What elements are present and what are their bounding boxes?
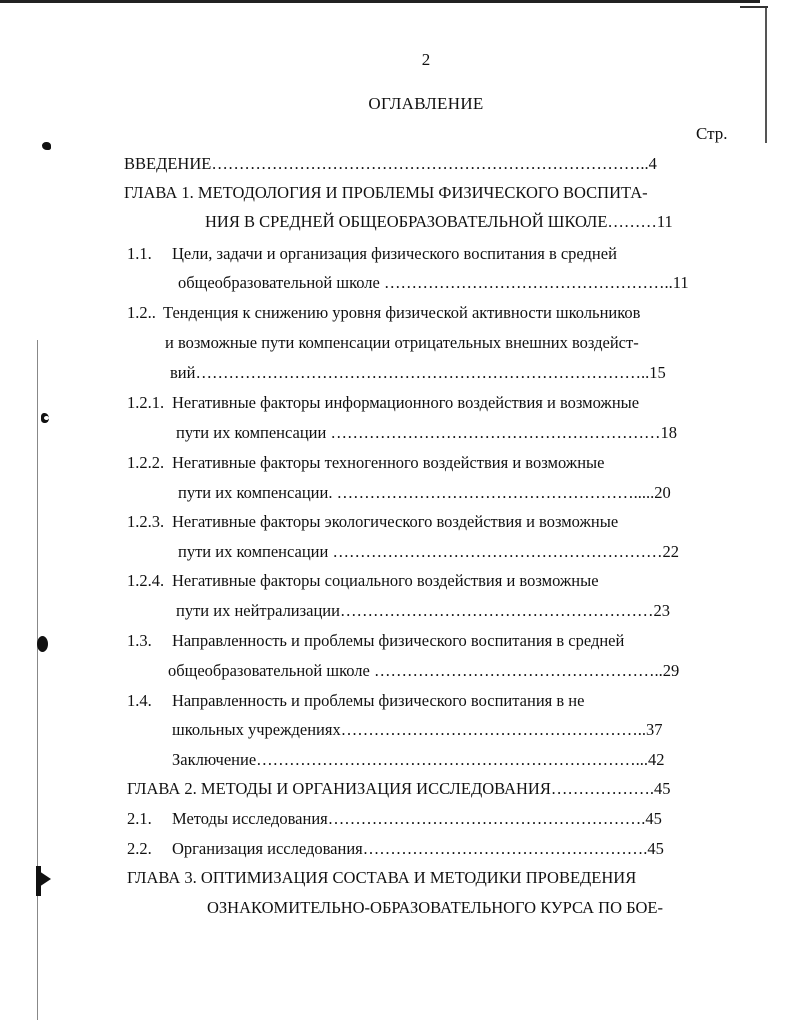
toc-entry-1-2[interactable]: Тенденция к снижению уровня физической активности школьников (163, 303, 641, 322)
toc-entry-1-1[interactable]: Цели, задачи и организация физического воспитания в средней (172, 244, 617, 263)
toc-entry-1-2-4-cont[interactable]: пути их нейтрализации…………………………………………………23 (176, 601, 670, 620)
toc-entry-1-2-cont[interactable]: вий………………………………………………………………………..15 (170, 363, 666, 382)
page-number: 2 (421, 50, 431, 69)
scan-artifact-mark (42, 142, 51, 150)
scan-border-top-right (740, 6, 768, 8)
toc-entry-2-1[interactable]: Методы исследования………………………………………………….45 (172, 809, 662, 828)
toc-entry-1-2-1[interactable]: Негативные факторы информационного воздействия и возможные (172, 393, 640, 412)
toc-entry-number: 1.2.2. (127, 453, 165, 472)
toc-entry-number: 1.2.4. (127, 571, 165, 590)
toc-entry-chapter-1-cont[interactable]: НИЯ В СРЕДНЕЙ ОБЩЕОБРАЗОВАТЕЛЬНОЙ ШКОЛЕ………11 (205, 212, 673, 231)
toc-title: ОГЛАВЛЕНИЕ (368, 94, 484, 113)
toc-entry-chapter-3-cont[interactable]: ОЗНАКОМИТЕЛЬНО-ОБРАЗОВАТЕЛЬНОГО КУРСА ПО БОЕ- (207, 898, 663, 917)
toc-entry-number: 1.2.. (127, 303, 156, 322)
toc-entry-1-2-3[interactable]: Негативные факторы экологического воздействия и возможные (172, 512, 619, 531)
scan-artifact-mark (37, 636, 48, 652)
toc-entry-chapter-3[interactable]: ГЛАВА 3. ОПТИМИЗАЦИЯ СОСТАВА И МЕТОДИКИ ПРОВЕДЕНИЯ (127, 868, 637, 887)
toc-entry-1-2-2[interactable]: Негативные факторы техногенного воздействия и возможные (172, 453, 605, 472)
toc-entry-2-2[interactable]: Организация исследования…………………………………………….45 (172, 839, 664, 858)
scan-border-right (765, 8, 767, 143)
toc-entry-conclusion[interactable]: Заключение……………………………………………………………...42 (172, 750, 665, 769)
scan-border-top (0, 0, 760, 3)
toc-entry-chapter-1[interactable]: ГЛАВА 1. МЕТОДОЛОГИЯ И ПРОБЛЕМЫ ФИЗИЧЕСКОГО ВОСПИТА- (124, 183, 648, 202)
toc-entry-intro[interactable]: ВВЕДЕНИЕ……………………………………………………………………..4 (124, 154, 657, 173)
toc-entry-number: 2.1. (127, 809, 152, 828)
toc-entry-number: 1.2.3. (127, 512, 165, 531)
toc-entry-number: 1.3. (127, 631, 152, 650)
toc-entry-1-2-cont[interactable]: и возможные пути компенсации отрицательных внешних воздейст- (165, 333, 639, 352)
toc-entry-1-2-3-cont[interactable]: пути их компенсации ……………………………………………………22 (178, 542, 679, 561)
toc-entry-number: 1.4. (127, 691, 152, 710)
toc-entry-1-1-cont[interactable]: общеобразовательной школе ……………………………………………..11 (178, 273, 689, 292)
toc-entry-number: 1.2.1. (127, 393, 165, 412)
toc-entry-number: 1.1. (127, 244, 152, 263)
toc-entry-1-2-1-cont[interactable]: пути их компенсации ……………………………………………………18 (176, 423, 677, 442)
toc-entry-1-2-2-cont[interactable]: пути их компенсации. ……………………………………………….....20 (178, 483, 671, 502)
scan-artifact-mark (41, 413, 49, 423)
toc-entry-1-3-cont[interactable]: общеобразовательной школе ……………………………………………..29 (168, 661, 680, 680)
scan-artifact-mark (36, 869, 51, 889)
toc-entry-1-3[interactable]: Направленность и проблемы физического воспитания в средней (172, 631, 625, 650)
toc-entry-1-4[interactable]: Направленность и проблемы физического воспитания в не (172, 691, 585, 710)
toc-entry-1-4-cont[interactable]: школьных учреждениях………………………………………………..37 (172, 720, 663, 739)
toc-entry-chapter-2[interactable]: ГЛАВА 2. МЕТОДЫ И ОРГАНИЗАЦИЯ ИССЛЕДОВАНИЯ……………….45 (127, 779, 671, 798)
toc-entry-number: 2.2. (127, 839, 152, 858)
scan-border-left (37, 340, 38, 1020)
page-column-label: Стр. (696, 124, 728, 143)
toc-entry-1-2-4[interactable]: Негативные факторы социального воздействия и возможные (172, 571, 599, 590)
